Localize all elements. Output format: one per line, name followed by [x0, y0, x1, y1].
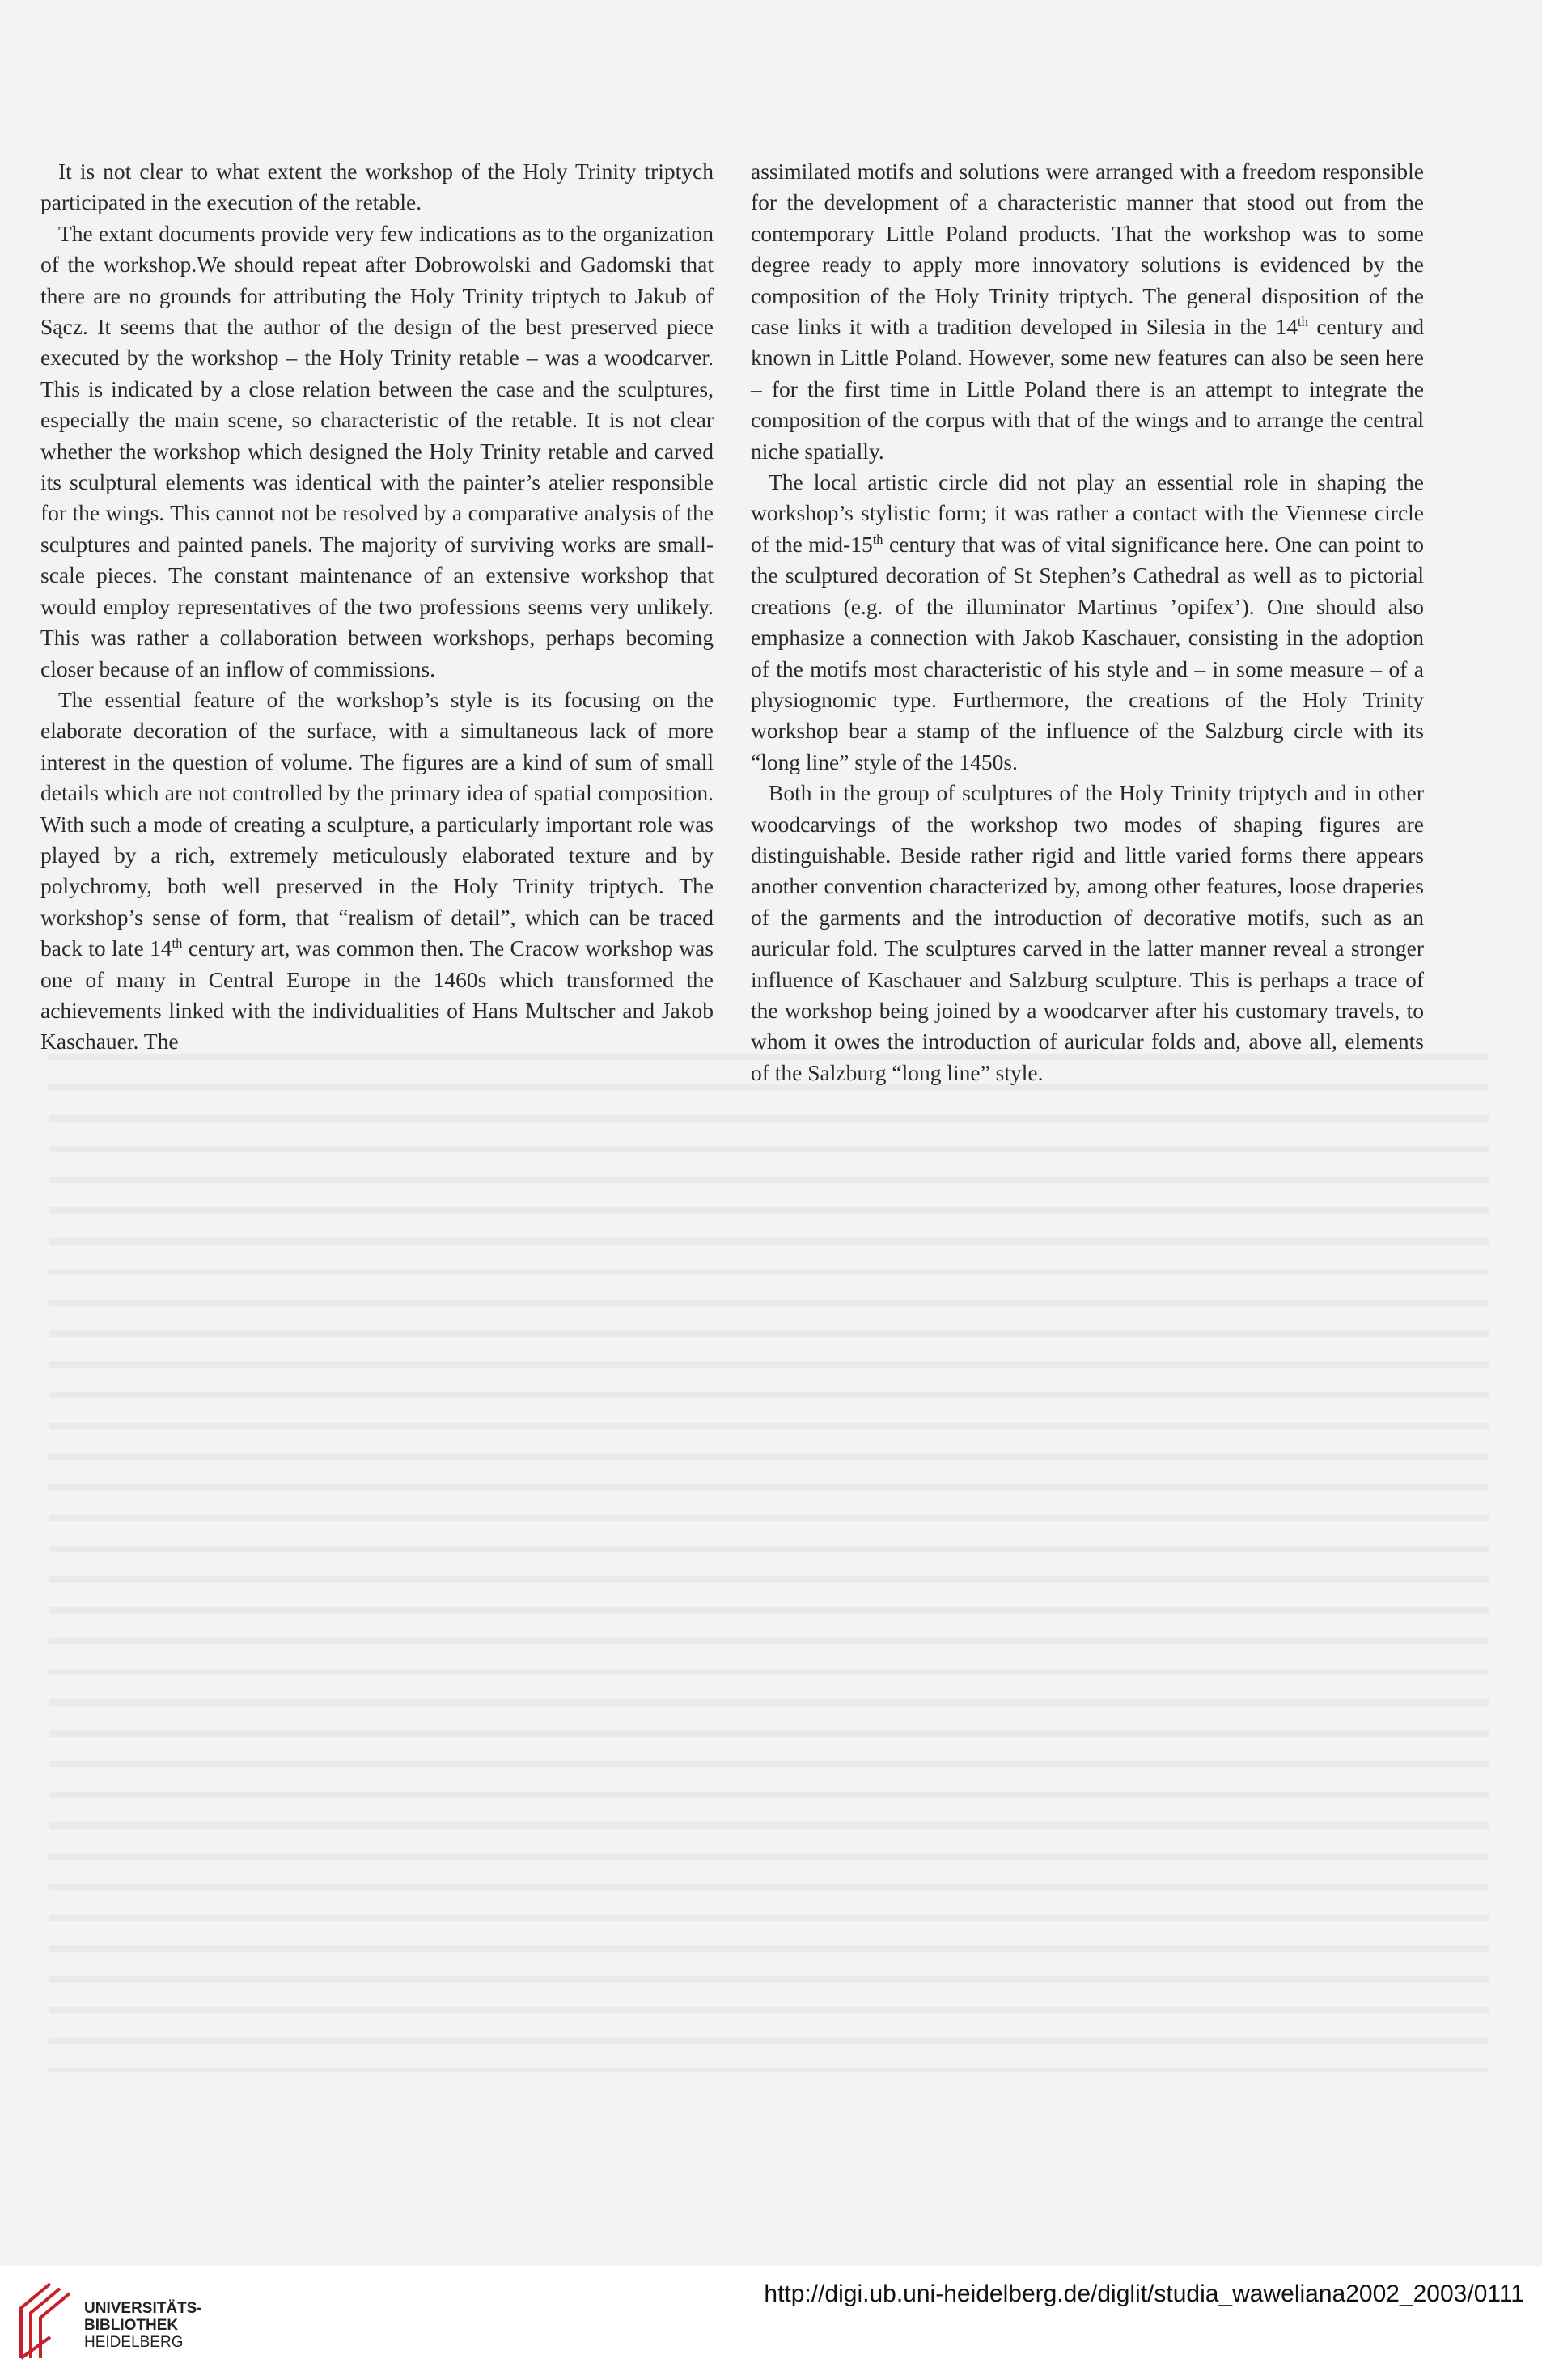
paragraph: Both in the group of sculptures of the Holy Trinity triptych and in other woodcarvings of the workshop two modes of shaping figures are distinguishable. Beside rather rigid and little varied forms there appears another convention characterized by, among other features, loose draperies of the garments and the introduction of decorative motifs, such as an auricular fold. The sculptures carved in the latter manner reveal a stronger influence of Kaschauer and Salzburg sculpture. This is perhaps a trace of the workshop being joined by a woodcarver after his customary travels, to whom it owes the introduction of auricular folds and, above all, elements of the Salzburg “long line” style. [751, 780, 1424, 1085]
left-text-column [40, 156, 714, 1058]
paragraph-text: century that was of vital significance here. One can point to the sculptured decoration of St Stephen’s Cathedral as well as to pictorial creations (e.g. of the illuminator Martinus ’opifex’). One should also emphasize a connection with Jakob Kaschauer, consisting in the adoption of the motifs most characteristic of his style and – in some measure – of a physiognomic type. Furthermore, the creations of the Holy Trinity workshop bear a stamp of the influence of the Salzburg circle with its “long line” style of the 1450s. [751, 531, 1424, 774]
paragraph [40, 685, 714, 1058]
superscript: th [1298, 313, 1308, 329]
paragraph [751, 467, 1424, 778]
superscript: th [172, 935, 183, 951]
library-name-line: UNIVERSITÄTS- [84, 2300, 202, 2317]
paragraph-text: The essential feature of the workshop’s style is its focusing on the elaborate decoration of the surface, with a simultaneous lack of more interest in the question of volume. The figures are a kind of sum of small details which are not controlled by the primary idea of spatial composition. With such a mode of creating a sculpture, a particularly important role was played by a rich, extremely meticulously elaborated texture and by polychromy, both well preserved in the Holy Trinity triptych. The workshop’s sense of form, that “realism of detail”, which can be traced back to late 14 [40, 686, 714, 961]
library-name [84, 2300, 202, 2351]
paragraph [751, 156, 1424, 467]
library-logo-icon [18, 2280, 74, 2361]
paragraph: It is not clear to what extent the workshop of the Holy Trinity triptych participated in the execution of the retable. [40, 159, 714, 215]
paragraph-text: The local artistic circle did not play an essential role in shaping the workshop’s stylistic form; it was rather a contact with the Viennese circle of the mid-15 [751, 469, 1424, 557]
library-name-line: HEIDELBERG [84, 2334, 184, 2351]
source-url-link[interactable]: http://digi.ub.uni-heidelberg.de/diglit/studia_waweliana2002_2003/0111 [764, 2280, 1524, 2307]
superscript: th [872, 531, 883, 547]
paragraph-text: century art, was common then. The Cracow workshop was one of many in Central Europe in the 1460s which transformed the achievements linked with the individualities of Hans Multscher and Jakob Kaschauer. The [40, 935, 714, 1054]
paragraph-text: century and known in Little Poland. However, some new features can also be seen here – for the first time in Little Poland there is an attempt to integrate the composition of the corpus with that of the wings and to arrange the central niche spatially. [751, 314, 1424, 464]
right-text-column [751, 156, 1424, 1088]
paragraph-text: assimilated motifs and solutions were arranged with a freedom responsible for the development of a characteristic manner that stood out from the contemporary Little Poland products. That the workshop was to some degree ready to apply more innovatory solutions is evidenced by the composition of the Holy Trinity triptych. The general disposition of the case links it with a tradition developed in Silesia in the 14 [751, 159, 1424, 340]
paragraph: The extant documents provide very few indications as to the organization of the workshop.We should repeat after Dobrowolski and Gadomski that there are no grounds for attributing the Holy Trinity triptych to Jakub of Sącz. It seems that the author of the design of the best preserved piece executed by the workshop – the Holy Trinity retable – was a woodcarver. This is indicated by a close relation between the case and the sculptures, especially the main scene, so characteristic of the retable. It is not clear whether the workshop which designed the Holy Trinity retable and carved its sculptural elements was identical with the painter’s atelier responsible for the wings. This cannot not be resolved by a comparative analysis of the sculptures and painted panels. The majority of surviving works are small-scale pieces. The constant maintenance of an extensive workshop that would employ representatives of the two professions seems very unlikely. This was rather a collaboration between workshops, perhaps becoming closer because of an inflow of commissions. [40, 220, 714, 681]
library-name-line: BIBLIOTHEK [84, 2317, 179, 2334]
bleed-through-texture [49, 1036, 1489, 2072]
